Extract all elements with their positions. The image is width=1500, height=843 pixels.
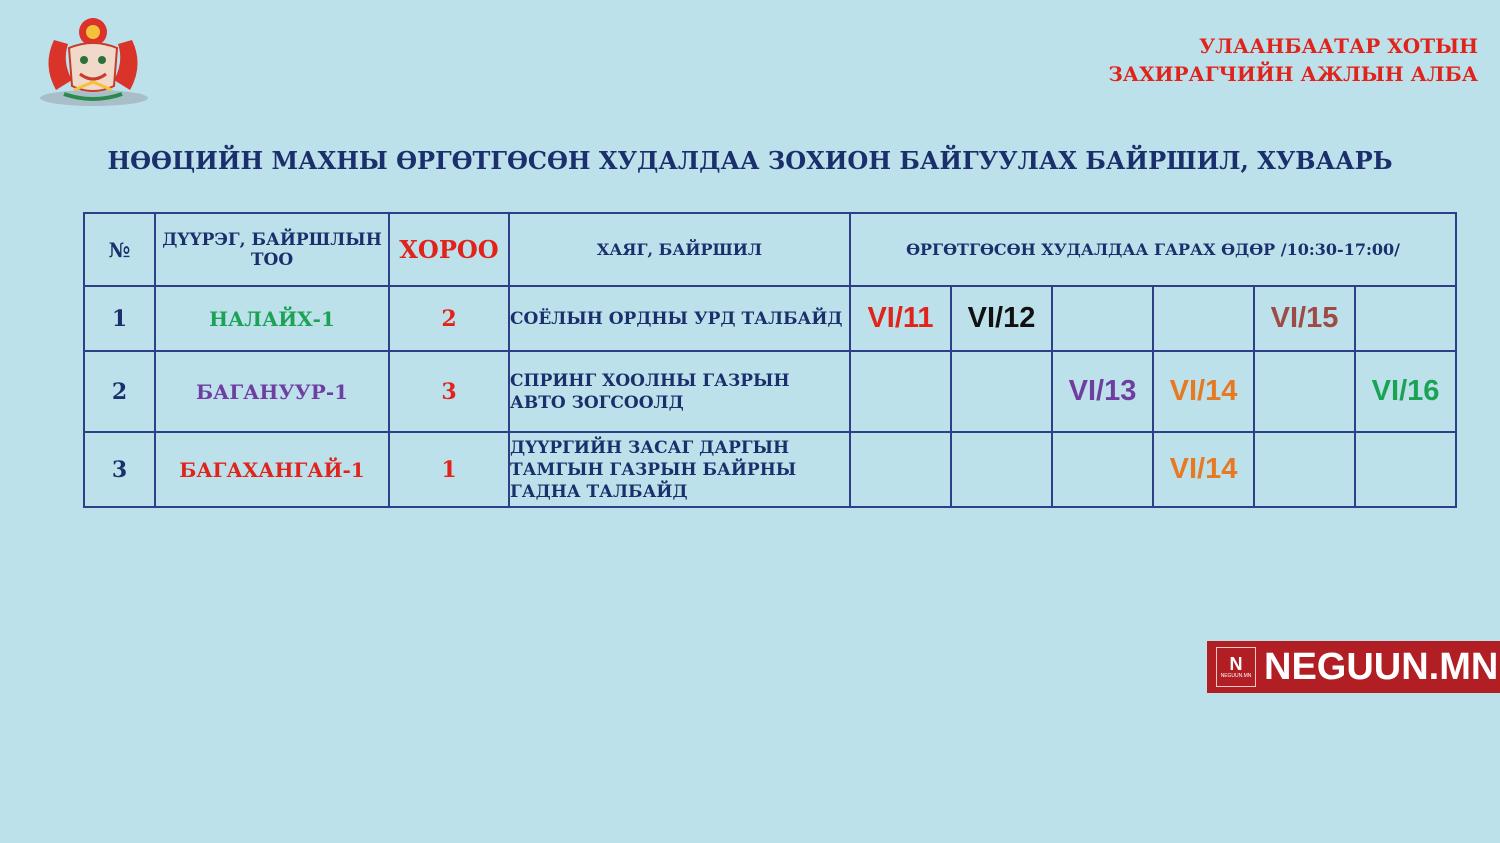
day-cell: VI/13 [1052, 351, 1153, 432]
schedule-table [83, 212, 1457, 508]
district-name: НАЛАЙХ-1 [155, 286, 389, 351]
address: СОЁЛЫН ОРДНЫ УРД ТАЛБАЙД [509, 286, 850, 351]
day-cell [951, 432, 1052, 507]
day-cell: VI/12 [951, 286, 1052, 351]
header-horoo: ХОРОО [389, 213, 509, 286]
horoo-number: 3 [389, 351, 509, 432]
day-cell [1052, 432, 1153, 507]
header-days: ӨРГӨТГӨСӨН ХУДАЛДАА ГАРАХ ӨДӨР /10:30-17:00/ [850, 213, 1456, 286]
day-cell: VI/16 [1355, 351, 1456, 432]
row-number: 2 [84, 351, 155, 432]
day-cell [1355, 286, 1456, 351]
day-cell [1052, 286, 1153, 351]
ulaanbaatar-emblem-icon [34, 10, 152, 110]
brand-logo-small-text: NEGUUN.MN [1220, 672, 1252, 679]
table-header-row [84, 213, 1456, 286]
header-district: ДҮҮРЭГ, БАЙРШЛЫН ТОО [155, 213, 389, 286]
neguun-logo-icon: N NEGUUN.MN [1216, 647, 1256, 687]
table-row [84, 351, 1456, 432]
office-name [1108, 32, 1478, 88]
row-number: 3 [84, 432, 155, 507]
header-address: ХАЯГ, БАЙРШИЛ [509, 213, 850, 286]
horoo-number: 1 [389, 432, 509, 507]
office-line-2: ЗАХИРАГЧИЙН АЖЛЫН АЛБА [1108, 62, 1478, 86]
day-cell: VI/15 [1254, 286, 1355, 351]
address: СПРИНГ ХООЛНЫ ГАЗРЫН АВТО ЗОГСООЛД [509, 351, 850, 432]
row-number: 1 [84, 286, 155, 351]
day-cell [850, 351, 951, 432]
day-cell [850, 432, 951, 507]
brand-name: NEGUUN.MN [1264, 645, 1499, 688]
address: ДҮҮРГИЙН ЗАСАГ ДАРГЫН ТАМГЫН ГАЗРЫН БАЙРНЫ ГАДНА ТАЛБАЙД [509, 432, 850, 507]
header-no: № [84, 213, 155, 286]
office-line-1: УЛААНБААТАР ХОТЫН [1199, 34, 1478, 58]
day-cell: VI/14 [1153, 432, 1254, 507]
day-cell [1153, 286, 1254, 351]
day-cell [1254, 351, 1355, 432]
day-cell: VI/14 [1153, 351, 1254, 432]
district-name: БАГАХАНГАЙ-1 [155, 432, 389, 507]
day-cell [1355, 432, 1456, 507]
day-cell: VI/11 [850, 286, 951, 351]
day-cell [951, 351, 1052, 432]
table-row [84, 432, 1456, 507]
horoo-number: 2 [389, 286, 509, 351]
table-row [84, 286, 1456, 351]
district-name: БАГАНУУР-1 [155, 351, 389, 432]
neguun-watermark [1207, 641, 1500, 693]
day-cell [1254, 432, 1355, 507]
page-title: НӨӨЦИЙН МАХНЫ ӨРГӨТГӨСӨН ХУДАЛДАА ЗОХИОН БАЙГУУЛАХ БАЙРШИЛ, ХУВААРЬ [107, 146, 1393, 175]
